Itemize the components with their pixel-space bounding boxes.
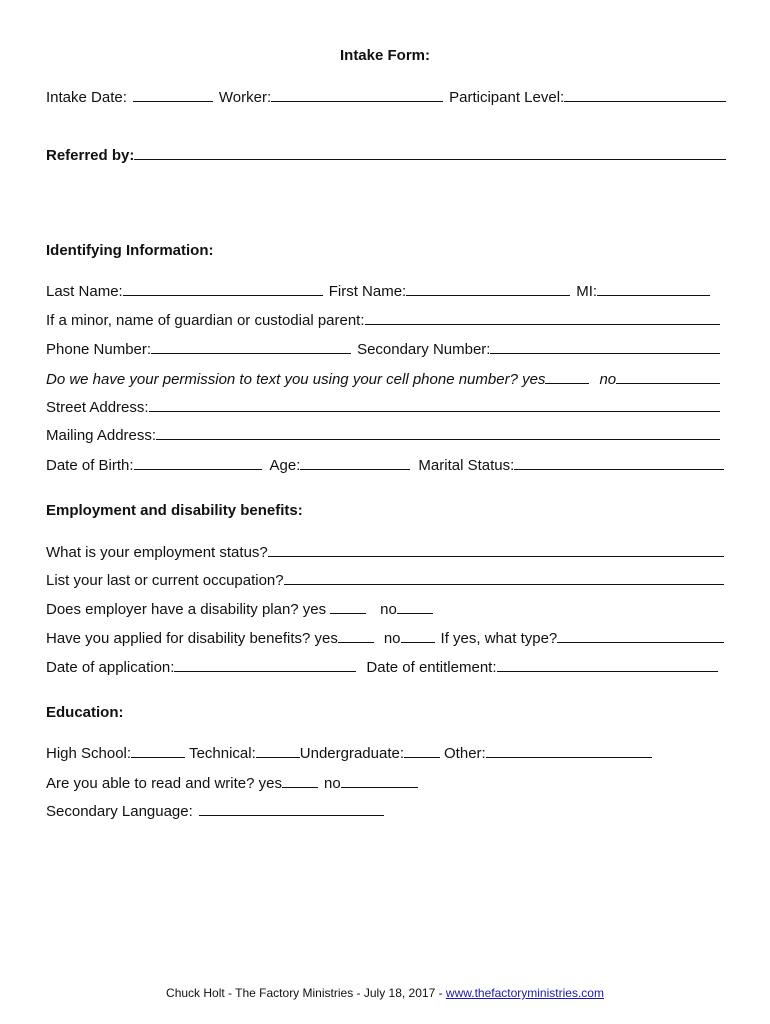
applied-yes-field[interactable] <box>338 641 374 643</box>
footer-website-link[interactable]: www.thefactoryministries.com <box>445 986 604 1000</box>
high-school-label: High School: <box>46 745 132 762</box>
header-row <box>46 84 726 106</box>
secondary-language-field[interactable] <box>199 814 384 816</box>
footer <box>0 986 770 1000</box>
employment-status-field[interactable] <box>268 555 724 557</box>
occupation-field[interactable] <box>284 583 724 585</box>
other-field[interactable] <box>486 756 652 758</box>
text-permission-no-field[interactable] <box>616 382 720 384</box>
text-permission-no-label: no <box>599 371 617 388</box>
street-address-field[interactable] <box>149 410 720 412</box>
text-permission-yes-field[interactable] <box>545 382 589 384</box>
date-application-label: Date of application: <box>46 659 175 676</box>
age-field[interactable] <box>300 468 410 470</box>
street-address-label: Street Address: <box>46 399 149 416</box>
text-permission-row <box>46 366 720 388</box>
first-name-field[interactable] <box>406 294 570 296</box>
if-yes-type-field[interactable] <box>557 641 724 643</box>
applied-no-label: no <box>383 630 401 647</box>
guardian-row <box>46 307 720 329</box>
occupation-row <box>46 567 724 589</box>
mi-field[interactable] <box>597 294 710 296</box>
applied-label: Have you applied for disability benefits? yes <box>46 630 338 647</box>
worker-label: Worker: <box>218 89 272 106</box>
undergraduate-label: Undergraduate: <box>299 745 405 762</box>
intake-date-label: Intake Date: <box>46 89 127 106</box>
mi-label: MI: <box>576 283 598 300</box>
read-write-yes-field[interactable] <box>282 786 318 788</box>
mailing-address-row <box>46 422 720 444</box>
employment-status-row <box>46 539 724 561</box>
form-title: Intake Form: <box>339 47 430 64</box>
dob-field[interactable] <box>134 468 262 470</box>
disability-plan-no-field[interactable] <box>397 612 433 614</box>
date-entitlement-label: Date of entitlement: <box>366 659 497 676</box>
applied-no-field[interactable] <box>401 641 435 643</box>
disability-plan-no-label: no <box>380 601 397 618</box>
other-label: Other: <box>444 745 486 762</box>
marital-status-label: Marital Status: <box>418 457 515 474</box>
technical-field[interactable] <box>256 756 300 758</box>
guardian-field[interactable] <box>365 323 720 325</box>
first-name-label: First Name: <box>328 283 407 300</box>
disability-plan-yes-field[interactable] <box>330 612 366 614</box>
age-label: Age: <box>269 457 301 474</box>
footer-text: Chuck Holt - The Factory Ministries - July 18, 2017 - <box>166 986 446 1000</box>
read-write-label: Are you able to read and write? yes <box>46 775 282 792</box>
phone-row <box>46 336 720 358</box>
referred-by-label: Referred by: <box>46 147 135 164</box>
last-name-field[interactable] <box>123 294 323 296</box>
participant-level-label: Participant Level: <box>449 89 565 106</box>
mailing-address-field[interactable] <box>156 438 720 440</box>
mailing-address-label: Mailing Address: <box>46 427 157 444</box>
guardian-label: If a minor, name of guardian or custodial parent: <box>46 312 365 329</box>
secondary-number-label: Secondary Number: <box>357 341 491 358</box>
phone-label: Phone Number: <box>46 341 152 358</box>
disability-plan-row <box>46 596 466 618</box>
dob-label: Date of Birth: <box>46 457 134 474</box>
last-name-label: Last Name: <box>46 283 123 300</box>
name-row <box>46 278 710 300</box>
referred-by-field[interactable] <box>134 158 726 160</box>
application-dates-row <box>46 654 718 676</box>
identifying-heading: Identifying Information: <box>46 242 214 259</box>
read-write-row <box>46 770 418 792</box>
intake-date-field[interactable] <box>133 100 213 102</box>
employment-status-label: What is your employment status? <box>46 544 268 561</box>
referred-by-row <box>46 142 726 164</box>
participant-level-field[interactable] <box>564 100 726 102</box>
worker-field[interactable] <box>271 100 443 102</box>
employment-heading: Employment and disability benefits: <box>46 502 303 519</box>
technical-label: Technical: <box>189 745 256 762</box>
read-write-no-field[interactable] <box>341 786 418 788</box>
secondary-language-label: Secondary Language: <box>46 803 193 820</box>
secondary-number-field[interactable] <box>490 352 720 354</box>
occupation-label: List your last or current occupation? <box>46 572 284 589</box>
disability-plan-label: Does employer have a disability plan? yes <box>46 601 327 618</box>
high-school-field[interactable] <box>131 756 185 758</box>
education-heading: Education: <box>46 704 124 721</box>
date-entitlement-field[interactable] <box>497 670 719 672</box>
applied-row <box>46 625 724 647</box>
secondary-language-row <box>46 798 384 820</box>
date-application-field[interactable] <box>174 670 356 672</box>
phone-field[interactable] <box>151 352 351 354</box>
undergraduate-field[interactable] <box>404 756 440 758</box>
dob-row <box>46 452 724 474</box>
if-yes-type-label: If yes, what type? <box>440 630 558 647</box>
street-address-row <box>46 394 720 416</box>
education-level-row <box>46 740 652 762</box>
marital-status-field[interactable] <box>514 468 724 470</box>
read-write-no-label: no <box>323 775 341 792</box>
text-permission-label: Do we have your permission to text you using your cell phone number? yes <box>46 371 546 388</box>
